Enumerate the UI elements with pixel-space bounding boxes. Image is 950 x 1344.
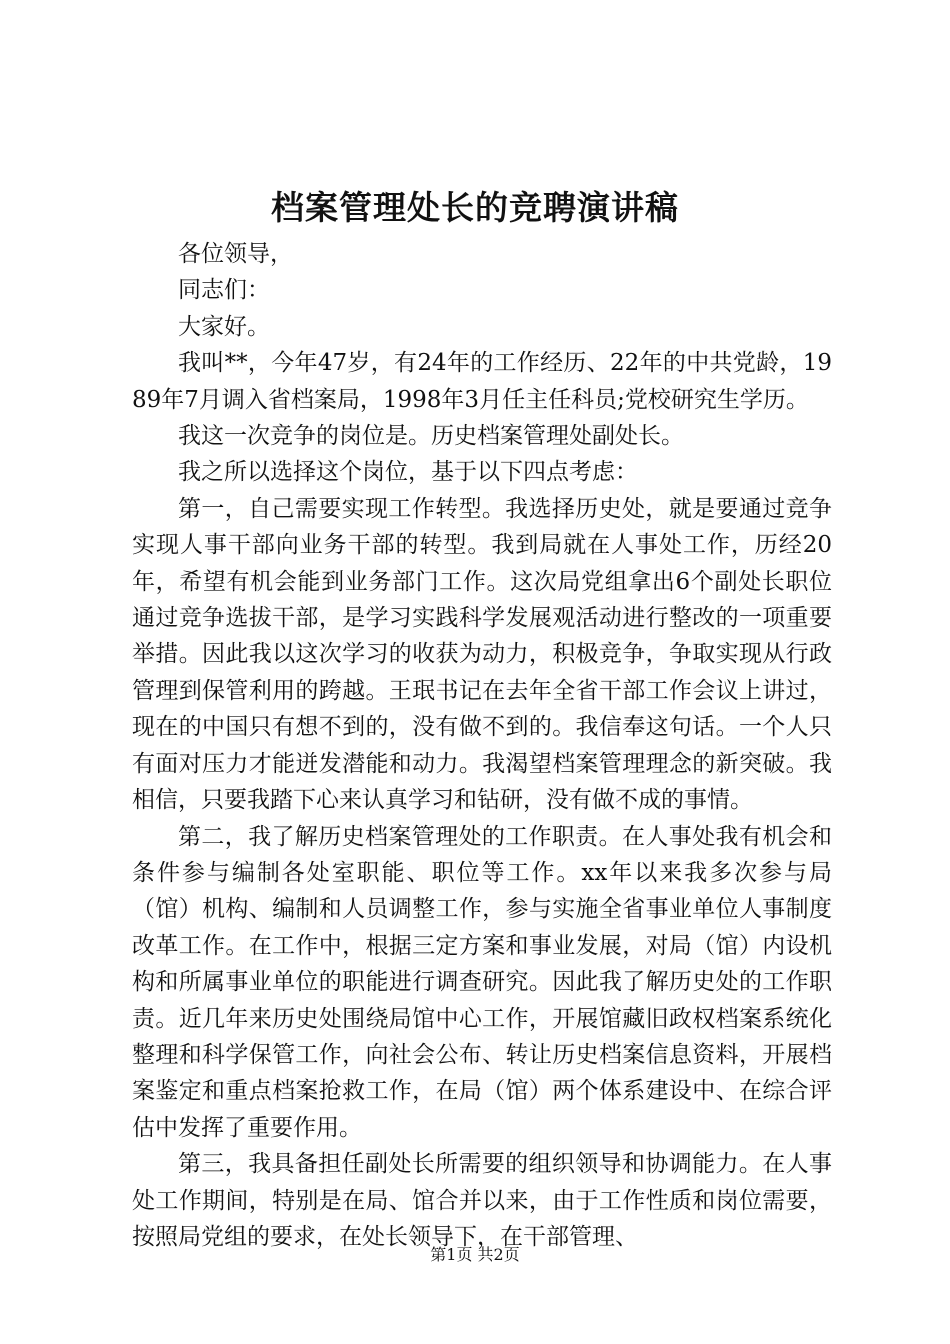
paragraph-self-introduction: 我叫**，今年47岁，有24年的工作经历、22年的中共党龄，1989年7月调入省档案局，1998年3月任主任科员;党校研究生学历。	[132, 350, 832, 413]
paragraph-position: 我这一次竞争的岗位是。历史档案管理处副处长。	[178, 423, 684, 450]
paragraph-reason-one: 第一，自己需要实现工作转型。我选择历史处，就是要通过竞争实现人事干部向业务干部的转型。我到局就在人事处工作，历经20年，希望有机会能到业务部门工作。这次局党组拿出6个副处长职位通过竞争选拔干部，是学习实践科学发展观活动进行整改的一项重要举措。因此我以这次学习的收获为动力，积极竞争，争取实现从行政管理到保管利用的跨越。王珉书记在去年全省干部工作会议上讲过，现在的中国只有想不到的，没有做不到的。我信奉这句话。一个人只有面对压力才能迸发潜能和动力。我渴望档案管理理念的新突破。我相信，只要我踏下心来认真学习和钻研，没有做不成的事情。	[132, 495, 832, 814]
paragraph-salutation-comrades: 同志们：	[178, 277, 270, 304]
page-footer: 第1页 共2页	[430, 1245, 520, 1264]
paragraph-salutation-leaders: 各位领导，	[178, 241, 293, 267]
paragraph-reasons-intro: 我之所以选择这个岗位，基于以下四点考虑：	[178, 459, 638, 486]
paragraph-greeting: 大家好。	[178, 313, 270, 340]
paragraph-reason-two: 第二，我了解历史档案管理处的工作职责。在人事处我有机会和条件参与编制各处室职能、职位等工作。xx年以来我多次参与局（馆）机构、编制和人员调整工作，参与实施全省事业单位人事制度改革工作。在工作中，根据三定方案和事业发展，对局（馆）内设机构和所属事业单位的职能进行调查研究。因此我了解历史处的工作职责。近几年来历史处围绕局馆中心工作，开展馆藏旧政权档案系统化整理和科学保管工作，向社会公布、转让历史档案信息资料，开展档案鉴定和重点档案抢救工作，在局（馆）两个体系建设中、在综合评估中发挥了重要作用。	[132, 823, 832, 1141]
document-title: 档案管理处长的竞聘演讲稿	[271, 188, 679, 227]
document-body	[132, 236, 832, 1255]
paragraph-reason-three: 第三，我具备担任副处长所需要的组织领导和协调能力。在人事处工作期间，特别是在局、馆合并以来，由于工作性质和岗位需要，按照局党组的要求，在处长领导下，在干部管理、	[132, 1151, 832, 1250]
